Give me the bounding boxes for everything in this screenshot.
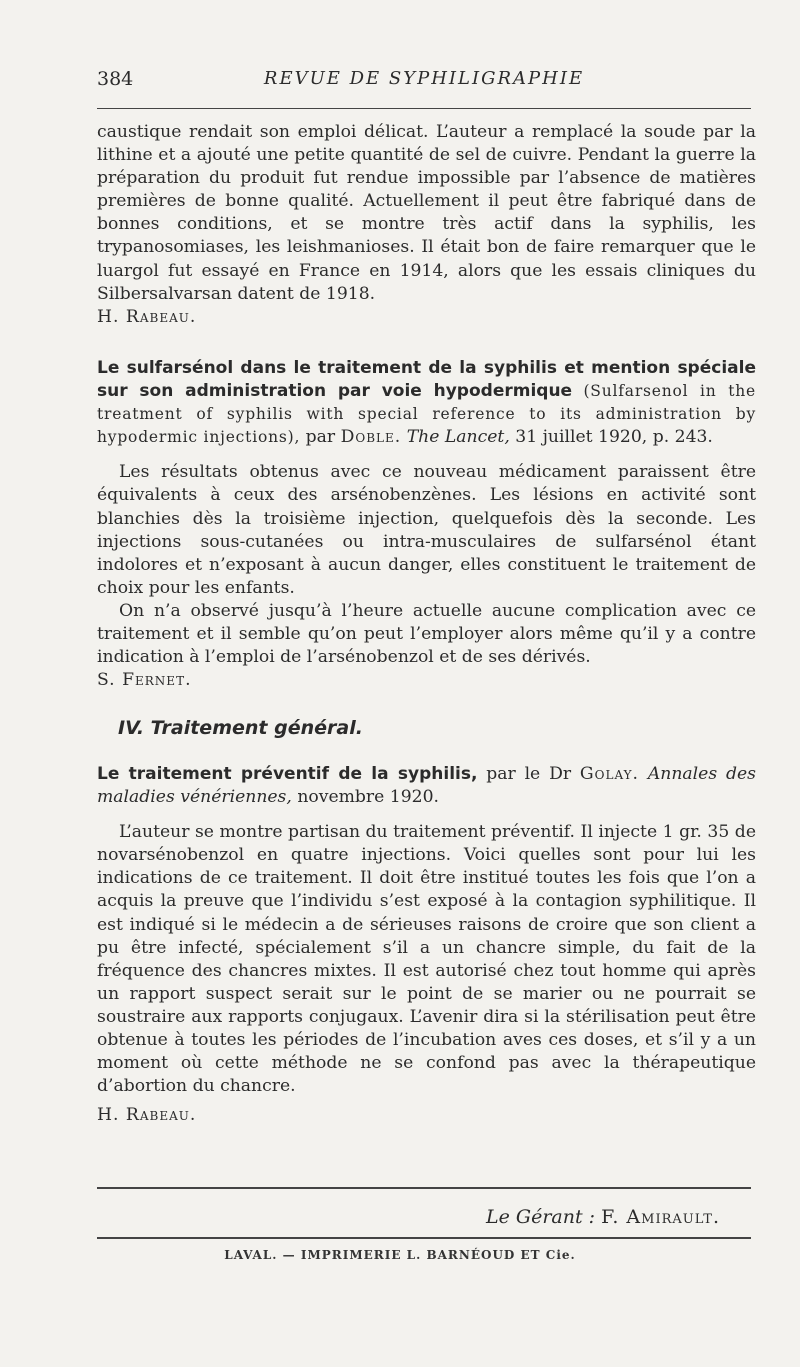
citation: 31 juillet 1920, p. 243. xyxy=(515,427,713,448)
byline-prefix: par xyxy=(305,427,336,448)
paragraph: Les résultats obtenus avec ce nouveau médicament paraissent être équivalents à ceux des arsénobenzènes. Les lésions en activité sont blanchies dès la troisième injection, quelquefois dès la seconde. Les injections sous-cutanées ou intra-musculaires de sulfarsénol étant indolores et n’exposant à aucun danger, elles constituent le traitement de choix pour les enfants. xyxy=(97,462,756,598)
printer-imprint: LAVAL. — IMPRIMERIE L. BARNÉOUD ET Cie. xyxy=(224,1248,576,1262)
section-heading: IV. Traitement général. xyxy=(118,717,363,739)
gerant-label: Le Gérant : xyxy=(486,1206,596,1228)
footer-rule-bottom xyxy=(97,1237,751,1239)
article-continuation xyxy=(97,121,756,329)
journal-name: Annales des maladies vénériennes, xyxy=(97,764,756,808)
gerant-line xyxy=(486,1206,720,1228)
article-subtitle: (Sulfarsenol in the treatment of syphilis with special reference to its administration by hypodermic injections), xyxy=(97,382,756,447)
journal-name: The Lancet, xyxy=(406,427,510,448)
signature: S. Fernet. xyxy=(97,670,192,691)
article-heading xyxy=(97,357,756,449)
article-traitement-preventif xyxy=(97,763,756,1127)
citation: novembre 1920. xyxy=(297,787,439,808)
signature: H. Rabeau. xyxy=(97,306,197,327)
page-header xyxy=(97,68,751,98)
page-number: 384 xyxy=(97,68,134,90)
article-title: Le traitement préventif de la syphilis, xyxy=(97,764,478,784)
author-name: Golay. xyxy=(579,764,640,784)
byline-prefix: par le xyxy=(486,764,541,784)
header-rule xyxy=(97,108,751,109)
paragraph: On n’a observé jusqu’à l’heure actuelle aucune complication avec ce traitement et il semble qu’on peut l’employer alors même qu’il y a contre indication à l’emploi de l’arsénobenzol et de ses dérivés. xyxy=(97,600,756,668)
author-name: Doble. xyxy=(340,427,402,448)
signature: H. Rabeau. xyxy=(97,1105,197,1126)
paragraph: L’auteur se montre partisan du traitement préventif. Il injecte 1 gr. 35 de novarsénobenzol en quatre injections. Voici quelles sont pour lui les indications de ce traitement. Il doit être institué toutes les fois que l’on a acquis la preuve que l’individu s’est exposé à la contagion syphilitique. Il est indiqué si le médecin a de sérieuses raisons de croire que son client a pu être infecté, spécialement s’il a un chancre simple, du fait de la fréquence des chancres mixtes. Il est autorisé chez tout homme qui après un rapport suspect serait sur le point de se marier ou ne pourrait se soustraire aux rapports conjugaux. L’avenir dira si la stérilisation peut être obtenue à toutes les périodes de l’incubation aves ces doses, et s’il y a un moment où cette méthode ne se confond pas avec la thérapeutique d’abortion du chancre. xyxy=(97,822,756,1097)
journal-title: REVUE DE SYPHILIGRAPHIE xyxy=(263,68,585,89)
paragraph: caustique rendait son emploi délicat. L’auteur a remplacé la soude par la lithine et a ajouté une petite quantité de sel de cuivre. Pendant la guerre la préparation du produit fut rendue impossible par l’absence de matières premières de bonne qualité. Actuellement il peut être fabriqué dans de bonnes conditions, et se montre très actif dans la syphilis, les trypanosomiases, les leishmanioses. Il était bon de faire remarquer que le luargol fut essayé en France en 1914, alors que les essais cliniques du Silbersalvarsan datent de 1918. xyxy=(97,122,756,304)
article-heading xyxy=(97,763,756,809)
author-title: Dr xyxy=(549,764,572,784)
footer-rule-top xyxy=(97,1187,751,1189)
article-title: Le sulfarsénol dans le traitement de la syphilis et mention spéciale sur son administration par voie hypodermique xyxy=(97,358,756,402)
article-sulfarsenol xyxy=(97,357,756,692)
gerant-name: F. Amirault. xyxy=(601,1206,720,1228)
